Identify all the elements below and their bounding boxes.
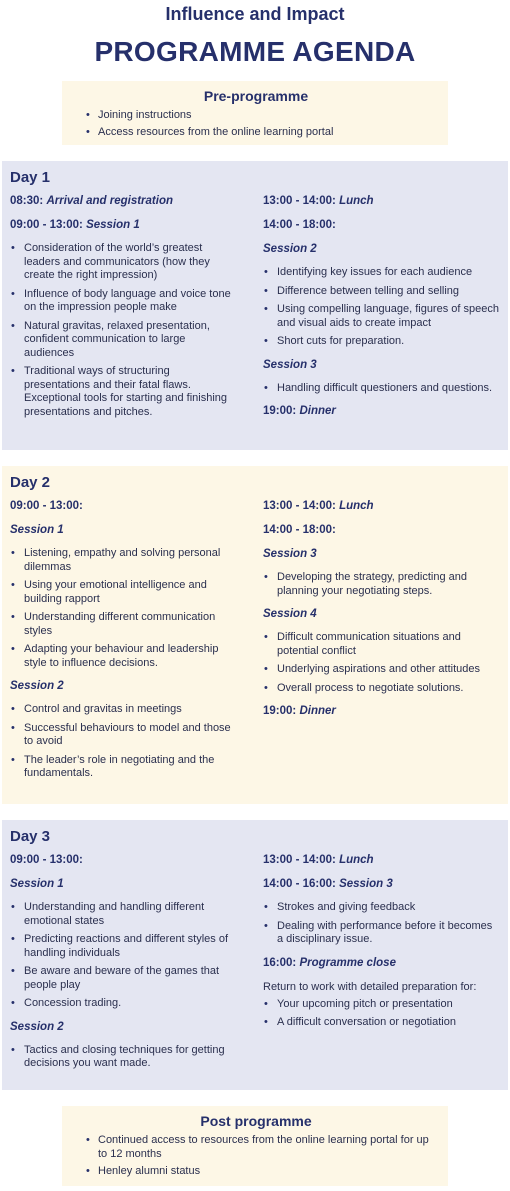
day-2-right-column — [263, 499, 501, 728]
list-item: • Joining instructions — [86, 108, 438, 122]
list-item: • Short cuts for preparation. — [263, 335, 501, 349]
list-item: • Understanding different communication styles — [10, 611, 236, 638]
session-1-heading: Session 1 — [10, 878, 64, 890]
list-item: • Successful behaviours to model and those to avoid — [10, 722, 236, 749]
lunch-line: 13:00 - 14:00: Lunch — [263, 195, 374, 207]
list-item: • Dealing with performance before it becomes a disciplinary issue. — [263, 920, 501, 947]
day-1-left-column — [10, 194, 236, 428]
dinner-line: 19:00: Dinner — [263, 405, 336, 417]
day-1-heading: Day 1 — [10, 169, 51, 186]
day-3-left-column — [10, 853, 236, 1080]
list-item: • Be aware and beware of the games that people play — [10, 965, 236, 992]
day-3-right-column — [263, 853, 501, 1039]
lunch-line: 13:00 - 14:00: Lunch — [263, 854, 374, 866]
list-item: • Difference between telling and selling — [263, 285, 501, 299]
session-2-list — [10, 703, 236, 781]
day-2-left-column — [10, 499, 236, 790]
list-item: • Developing the strategy, predicting and planning your negotiating steps. — [263, 571, 501, 598]
pre-programme-box — [62, 81, 448, 145]
return-to-work-text: Return to work with detailed preparation for: — [263, 980, 477, 993]
post-programme-heading: Post programme — [200, 1113, 312, 1129]
dinner-line: 19:00: Dinner — [263, 705, 336, 717]
day-1-section — [2, 161, 508, 450]
page-title: PROGRAMME AGENDA — [94, 36, 416, 67]
list-item: • Listening, empathy and solving personal dilemmas — [10, 547, 236, 574]
day-2-section — [2, 466, 508, 804]
session-1-list — [10, 547, 236, 670]
day-3-section — [2, 820, 508, 1090]
session-3-heading: Session 3 — [263, 548, 317, 560]
list-item: • A difficult conversation or negotiation — [263, 1016, 501, 1030]
list-item: • Access resources from the online learning portal — [86, 125, 438, 139]
programme-close-line: 16:00: Programme close — [263, 956, 396, 969]
session-1-line: 09:00 - 13:00: Session 1 — [10, 219, 140, 231]
session-1-heading: Session 1 — [10, 524, 64, 536]
return-list — [263, 998, 501, 1030]
list-item: • Predicting reactions and different styles of handling individuals — [10, 933, 236, 960]
list-item: • Continued access to resources from the online learning portal for up to 12 months — [86, 1133, 438, 1161]
session-2-heading: Session 2 — [10, 680, 64, 692]
afternoon-line: 14:00 - 18:00: — [263, 524, 336, 536]
list-item: • Natural gravitas, relaxed presentation, confident communication to large audiences — [10, 320, 236, 361]
day-3-heading: Day 3 — [10, 828, 51, 845]
list-item: • Difficult communication situations and potential conflict — [263, 631, 501, 658]
session-4-heading: Session 4 — [263, 608, 317, 620]
lunch-line: 13:00 - 14:00: Lunch — [263, 500, 374, 512]
list-item: • Identifying key issues for each audience — [263, 266, 501, 280]
session-2-heading: Session 2 — [263, 243, 317, 255]
list-item: • Underlying aspirations and other attitudes — [263, 663, 501, 677]
session-1-list — [10, 901, 236, 1011]
list-item: • Using your emotional intelligence and building rapport — [10, 579, 236, 606]
list-item: • Strokes and giving feedback — [263, 901, 501, 915]
list-item: • The leader’s role in negotiating and the fundamentals. — [10, 754, 236, 781]
afternoon-line: 14:00 - 18:00: — [263, 219, 336, 231]
session-3-list — [263, 382, 501, 396]
list-item: • Using compelling language, figures of speech and visual aids to create impact — [263, 303, 501, 330]
day-1-right-column — [263, 194, 501, 428]
list-item: • Concession trading. — [10, 997, 236, 1011]
list-item: • Control and gravitas in meetings — [10, 703, 236, 717]
list-item: • Your upcoming pitch or presentation — [263, 998, 501, 1012]
session-4-list — [263, 631, 501, 695]
list-item: • Understanding and handling different emotional states — [10, 901, 236, 928]
session-3-heading: Session 3 — [263, 358, 317, 371]
day-2-heading: Day 2 — [10, 474, 51, 491]
list-item: • Overall process to negotiate solutions. — [263, 682, 501, 696]
list-item: • Adapting your behaviour and leadership style to influence decisions. — [10, 643, 236, 670]
programme-subtitle: Influence and Impact — [165, 4, 345, 24]
list-item: • Influence of body language and voice tone on the impression people make — [10, 288, 236, 315]
session-2-heading: Session 2 — [10, 1020, 64, 1033]
list-item: • Henley alumni status — [86, 1164, 438, 1178]
list-item: • Tactics and closing techniques for getting decisions you want made. — [10, 1044, 236, 1071]
session-2-list — [263, 266, 501, 349]
session-3-list — [263, 571, 501, 598]
session-3-list — [263, 901, 501, 947]
pre-programme-heading: Pre-programme — [203, 88, 309, 104]
pre-programme-list — [74, 108, 438, 139]
arrival-line: 08:30: Arrival and registration — [10, 195, 173, 207]
list-item: • Handling difficult questioners and questions. — [263, 382, 501, 396]
list-item: • Consideration of the world’s greatest leaders and communicators (how they create the right impression) — [10, 242, 236, 283]
post-programme-box — [62, 1106, 448, 1186]
session-3-line: 14:00 - 16:00: Session 3 — [263, 878, 393, 890]
morning-line: 09:00 - 13:00: — [10, 854, 83, 866]
morning-line: 09:00 - 13:00: — [10, 500, 83, 512]
list-item: • Traditional ways of structuring presentations and their fatal flaws. Exceptional tools for starting and finishing presentations and pitches. — [10, 365, 236, 419]
post-programme-list — [74, 1133, 438, 1178]
session-1-list — [10, 242, 236, 419]
session-2-list — [10, 1044, 236, 1071]
